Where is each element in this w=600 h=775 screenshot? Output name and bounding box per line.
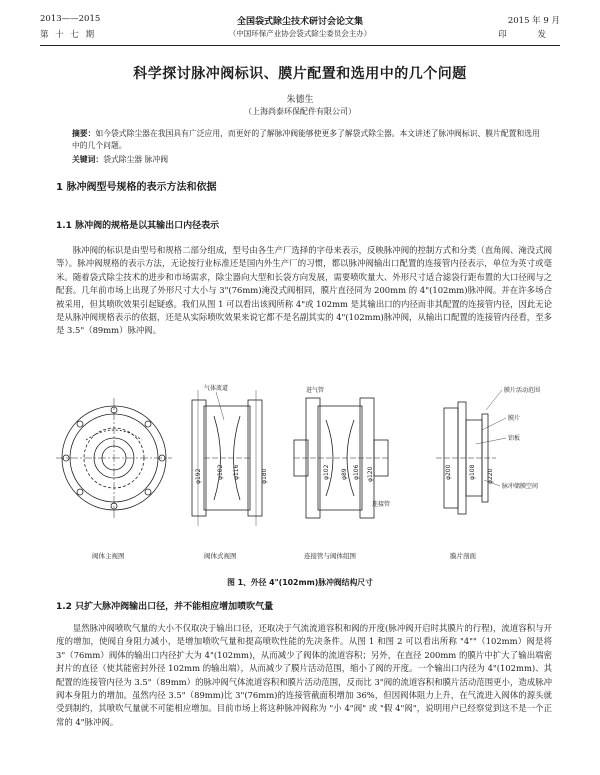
article-author: 朱德生	[286, 95, 314, 105]
diaphragm-section-view	[436, 386, 540, 514]
header-volume: 第 十 七 期	[40, 30, 97, 40]
header-date: 2015 年 9 月	[507, 16, 560, 26]
callout-diaphragm: 膜片	[508, 415, 521, 422]
dim-label-9: φ108	[469, 464, 476, 480]
callout-aluminium-plate: 铝板	[508, 435, 521, 442]
journal-header	[40, 14, 560, 46]
subfigure-label-assembly: 连接管与阀体组图	[304, 552, 356, 560]
keywords-text: 袋式除尘器 脉冲阀	[103, 155, 169, 164]
callout-gas-channel: 气体流道	[204, 385, 229, 392]
subfigure-label-front: 阀体主视图	[92, 552, 125, 560]
valve-section-view	[192, 384, 268, 526]
dim-label-8: φ200	[445, 464, 452, 480]
header-years: 2013——2015	[40, 14, 101, 24]
dim-label-1: φ102	[217, 464, 224, 480]
header-rule	[40, 45, 560, 46]
callout-pulse-storage: 脉冲储膜空间	[502, 483, 539, 490]
dim-label-10: φ220	[487, 468, 494, 484]
figure-1-drawing	[56, 380, 556, 570]
connector-assembly-view	[294, 386, 390, 518]
dim-label-0: φ192	[195, 468, 202, 484]
header-print-label: 印 发	[498, 30, 560, 40]
article-title: 科学探讨脉冲阀标识、膜片配置和选用中的几个问题	[133, 66, 467, 82]
section-1-1-paragraph: 脉冲阀的标识是由型号和规格二部分组成，型号由各生产厂选择的字母来表示，反映脉冲阀的控制方式和分类（直角阀、淹没式阀等）。脉冲阀规格的表示方法，无论按行业标准还是国内外生产厂的习惯，都以脉冲阀输出口配置的连接管内径表示，单位为英寸或毫米。随着袋式除尘技术的进步和市场需求，除尘器向大型和长袋方向发展，需要喷吹量大、外形尺寸适合滤袋行距布置的大口径阀与之配套。几年前市场上出现了外形尺寸大小与 3"(76mm)淹没式阀相同，膜片直径同为 200mm 的 4"(102mm)脉冲阀。并在许多场合被采用，但其喷吹效果引起疑惑。我们从图 1 可以看出该阀所称 4"或 102mm 是其输出口的内径而非其配置的连接管内径，因此无论是从脉冲阀规格表示的依据，还是从实际喷吹效果来说它都不是名副其实的 4"(102mm)脉冲阀，从输出口配置的连接管内径看，至多是 3.5"（89mm）脉冲阀。	[56, 245, 552, 336]
dim-label-6: φ106	[353, 464, 360, 480]
dim-label-4: φ102	[323, 464, 330, 480]
header-journal-subtitle: （中国环保产业协会袋式除尘委员会主办）	[228, 29, 372, 38]
section-1-heading: 1 脉冲阀型号规格的表示方法和依据	[56, 182, 217, 193]
subfigure-label-body: 阀体式视图	[204, 552, 237, 560]
section-1-2-paragraph: 显然脉冲阀喷吹气量的大小不仅取决于输出口径，还取决于气流流道容积和阀的开度(脉冲阀开启时其膜片的行程)，流道容积与开度的增加，使阀自身阻力减小，是增加喷吹气量和提高喷吹性能的先决条件。从图 1 和图 2 可以看出所称 "4""（102mm）阀是将 3"（76mm）阀体的输出口内径扩大为 4"(102mm)，从而减少了阀体的流道容积；另外，在直径 200mm 的膜片中扩大了输出端密封片的直径（使其能密封外径 102mm 的输出端），从而减少了膜片活动范围，缩小了阀的开度。一个输出口内径为 4"(102mm)、其配置的连接管内径为 3.5"（89mm）的脉冲阀气体流道容积和膜片活动范围，反而比 3"阀的流道容积和膜片活动范围更小，造成脉冲阀本身阻力的增加。虽然内径 3.5"（89mm)比 3"(76mm)的连接管截面积增加 36%，但因阀体阻力上升，在气流进入阀体的源头就受到制约，其喷吹气量就不可能相应增加。目前市场上将这种脉冲阀称为 "小 4"阀" 或 "假 4"阀"，说明用户已经察觉到这不是一个正常的 4"脉冲阀。	[56, 623, 552, 727]
valve-front-view	[56, 398, 172, 518]
keywords	[72, 154, 540, 165]
dim-label-2: φ116	[233, 464, 240, 480]
subfigure-label-diaphragm: 膜片剖面	[450, 552, 476, 560]
callout-diaphragm-range: 膜片活动范围	[504, 387, 541, 394]
article-affiliation: （上海尚泰环保配件有限公司）	[244, 107, 356, 116]
abstract-text: 如今袋式除尘器在我国具有广泛应用，而更好的了解脉冲阀能够使更多了解袋式除尘器。本文讲述了脉冲阀标识、膜片配置和选用中的几个问题。	[72, 129, 540, 150]
callout-inlet-pipe: 进气管	[306, 387, 325, 394]
section-1-1-heading: 1.1 脉冲阀的规格是以其输出口内径表示	[56, 221, 220, 231]
callout-connector-pipe: 连接管	[372, 501, 391, 508]
section-1-2-heading: 1.2 只扩大脉冲阀输出口径，并不能相应增加喷吹气量	[56, 602, 274, 612]
abstract	[72, 128, 540, 152]
header-journal-title: 全国袋式除尘技术研讨会论文集	[236, 17, 363, 27]
dim-label-5: φ89	[341, 468, 348, 480]
figure-1-caption: 图 1、外径 4"(102mm)脉冲阀结构尺寸	[227, 578, 373, 587]
keywords-label: 关键词：	[72, 155, 104, 164]
dim-label-7: φ120	[367, 466, 374, 482]
abstract-label: 摘要：	[72, 129, 96, 138]
dim-label-3: φ180	[261, 468, 268, 484]
